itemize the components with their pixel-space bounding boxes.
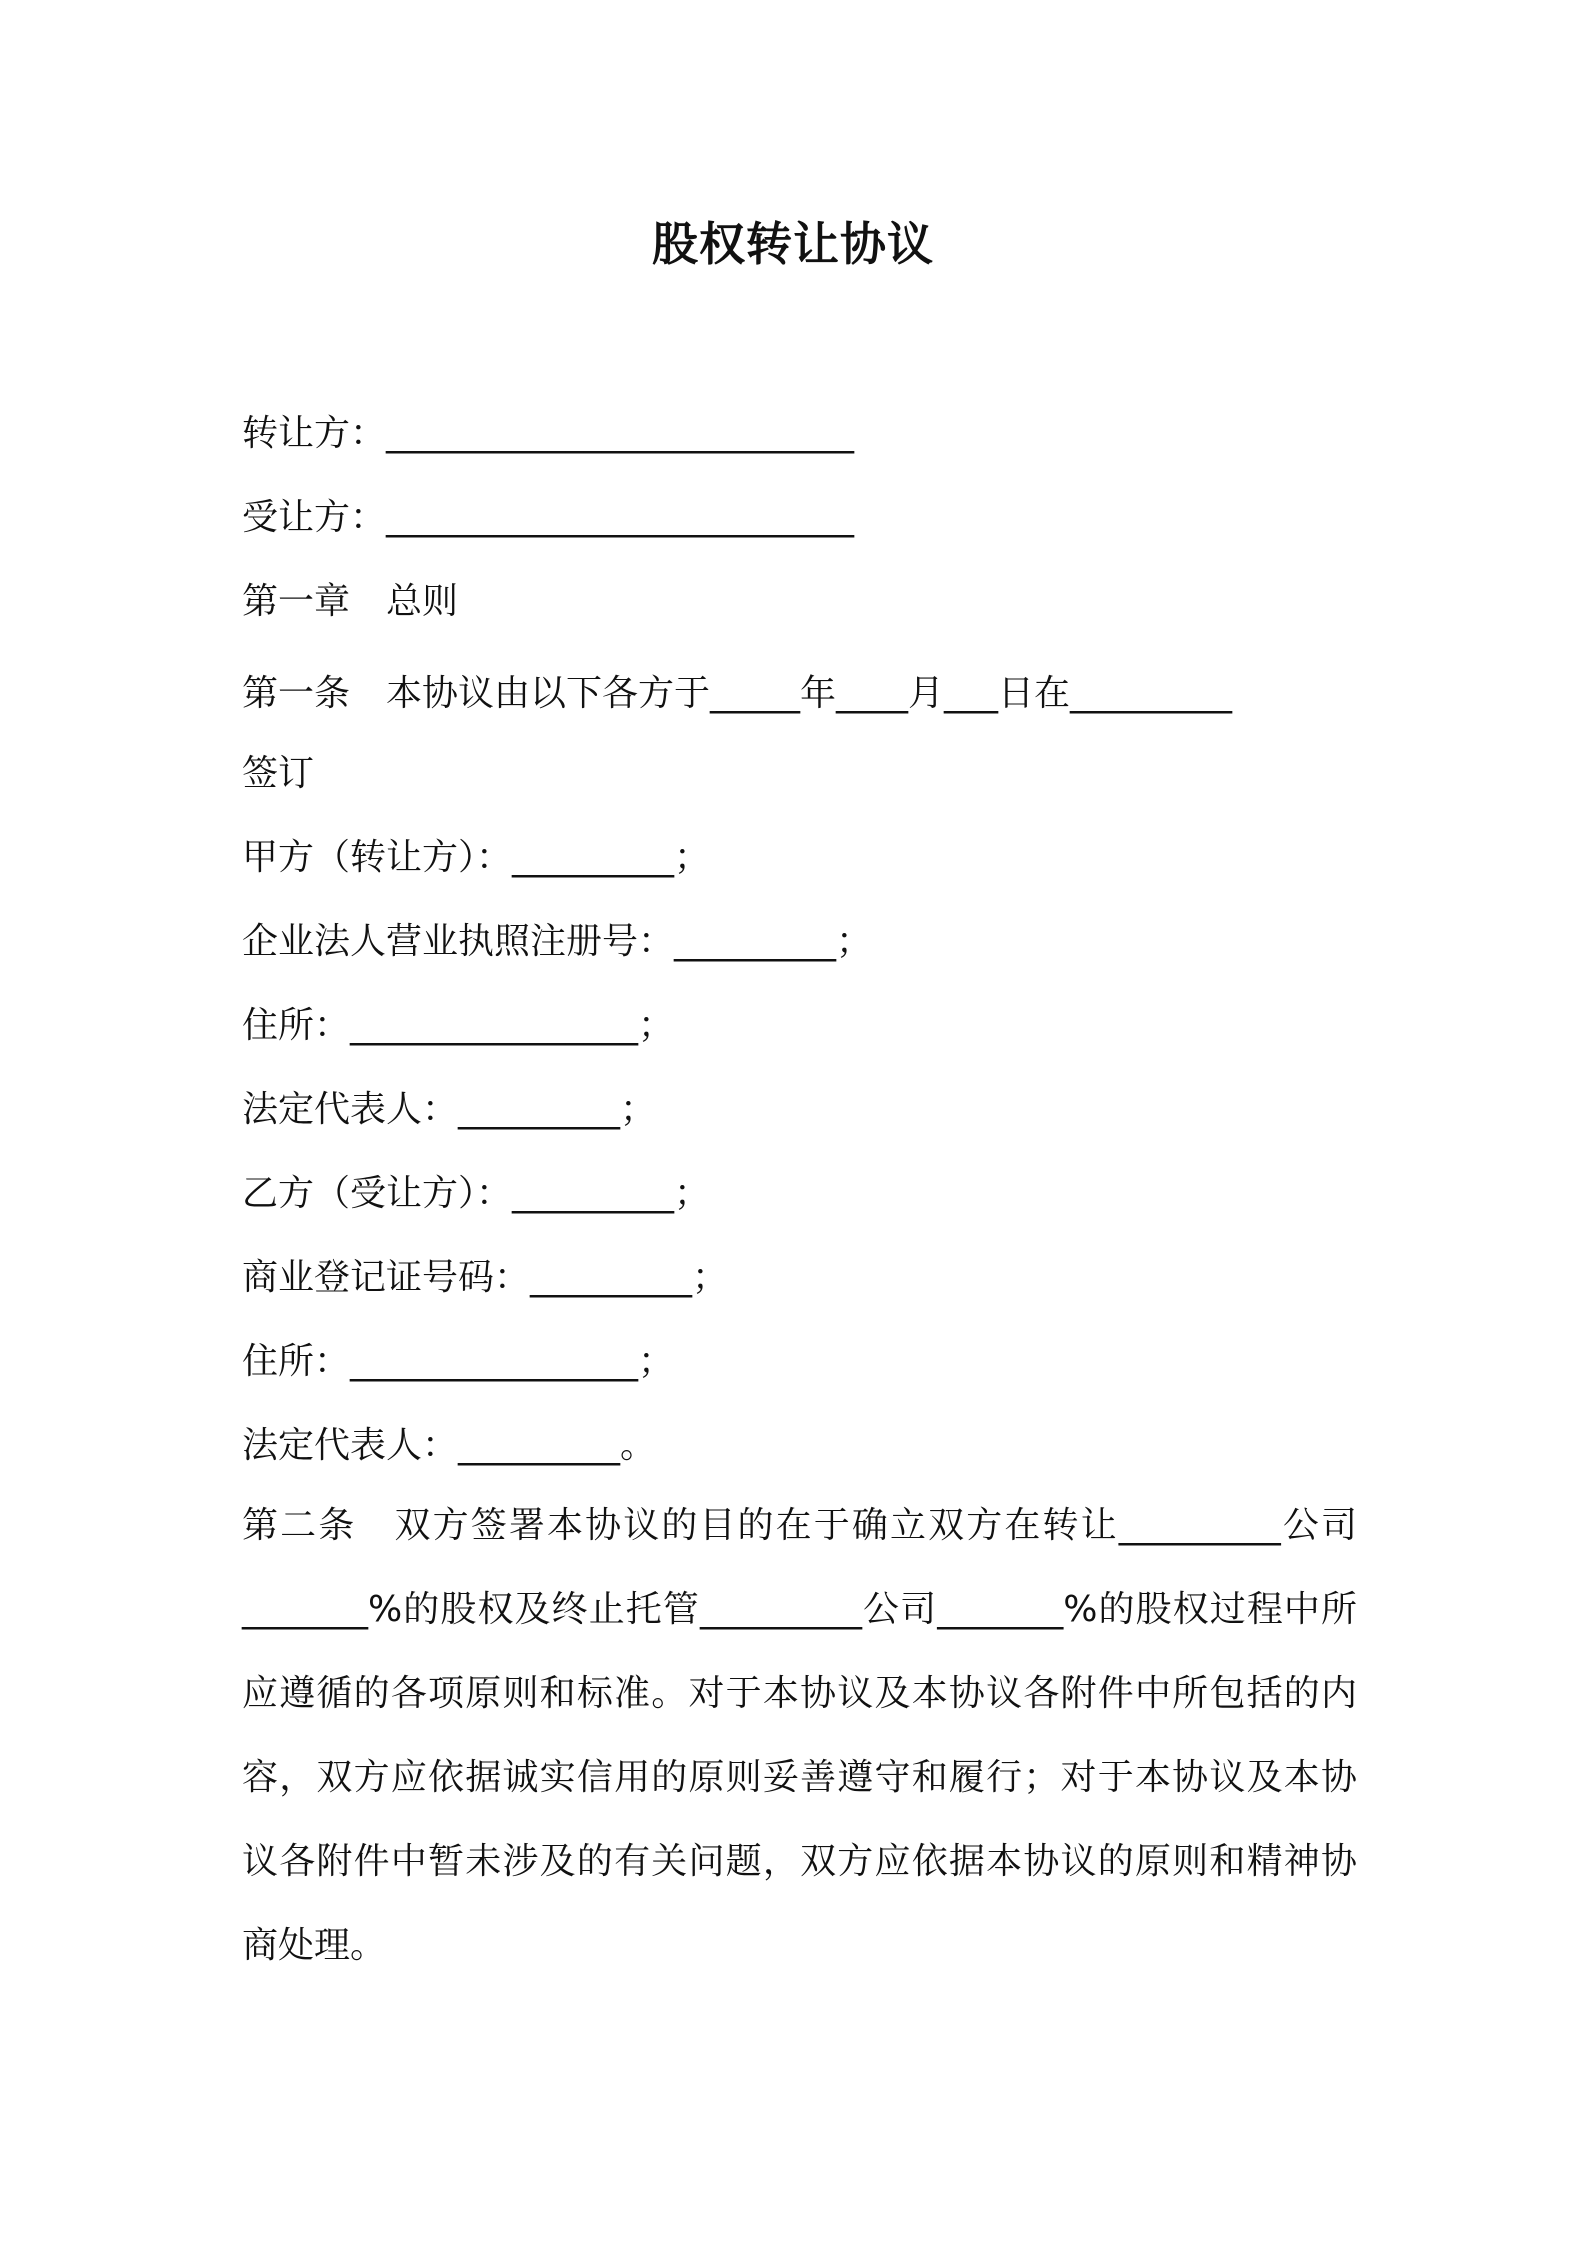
article-1-line-1: 第一条 本协议由以下各方于_____年____月___日在_________ [242, 673, 1233, 714]
document-title: 股权转让协议 [652, 217, 934, 271]
party-b-address-line: 住所：________________； [242, 1341, 675, 1382]
transferor-line: 转让方：__________________________ [242, 413, 855, 454]
party-b-registration-line: 商业登记证号码：_________； [242, 1257, 729, 1298]
party-b-line: 乙方（受让方）：_________； [242, 1173, 711, 1214]
party-a-license-line: 企业法人营业执照注册号：_________； [242, 921, 873, 962]
party-b-representative-line: 法定代表人：_________。 [242, 1425, 657, 1466]
article-1-line-2: 签订 [242, 753, 315, 794]
party-a-line: 甲方（转让方）：_________； [242, 837, 711, 878]
party-a-address-line: 住所：________________； [242, 1005, 675, 1046]
party-a-representative-line: 法定代表人：_________； [242, 1089, 657, 1130]
chapter-heading: 第一章 总则 [242, 581, 459, 622]
transferee-line: 受让方：__________________________ [242, 497, 855, 538]
article-2-paragraph: 第二条 双方签署本协议的目的在于确立双方在转让_________公司_______%的股权及终止托管_________公司_______%的股权过程中所应遵循的各项原则和标准。对于本协议及本协议各附件中所包括的内容，双方应依据诚实信用的原则妥善遵守和履行；对于本协议及本协议各附件中暂未涉及的有关问题，双方应依据本协议的原则和精神协商处理。 [242, 1505, 1357, 1966]
